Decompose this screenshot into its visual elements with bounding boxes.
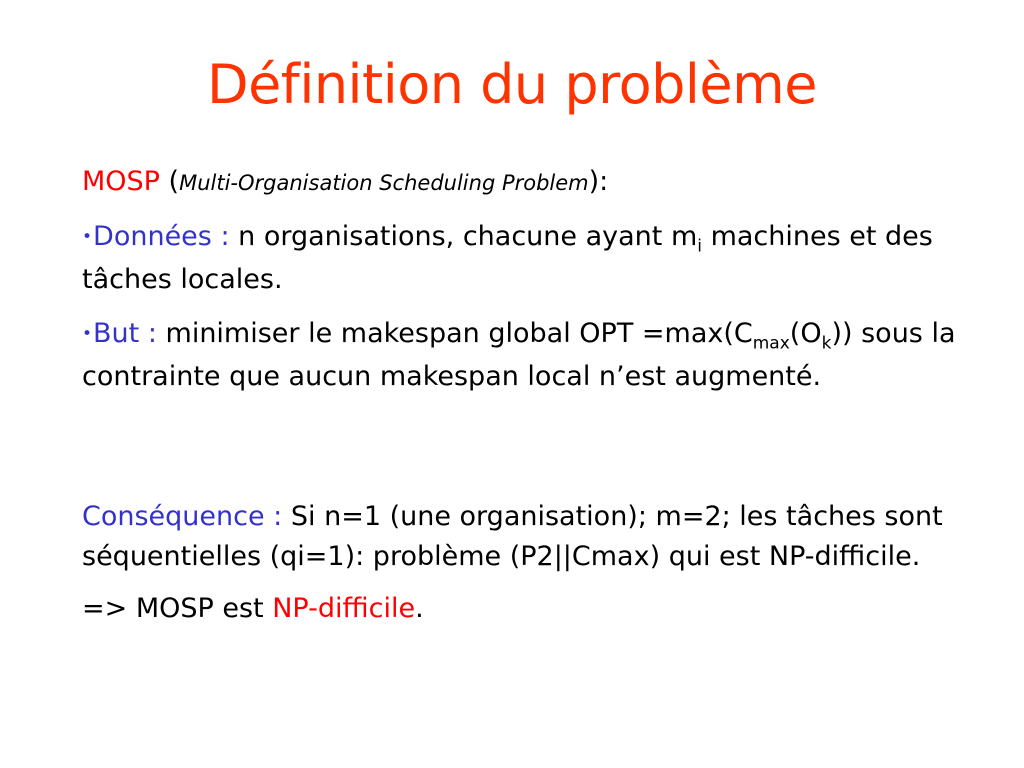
donnees-text-after: machines et des tâches locales. — [82, 221, 933, 295]
slide-title: Définition du problème — [207, 53, 817, 116]
but-subscript-k: k — [821, 333, 832, 354]
but-text-3: )) sous la contrainte que aucun makespan local n’est augmenté. — [82, 318, 956, 392]
intro-line — [82, 162, 962, 203]
conclusion-paragraph — [82, 589, 962, 629]
intro-open: ( — [159, 166, 180, 197]
donnees-text-before: n organisations, chacune ayant m — [238, 221, 698, 252]
donnees-subscript: i — [697, 236, 702, 257]
bullet-icon: • — [82, 227, 93, 247]
but-text-2: (O — [789, 318, 822, 349]
conclusion-suffix: . — [415, 593, 424, 624]
bullet-icon: • — [82, 324, 93, 344]
conclusion-highlight: NP-difficile — [272, 593, 416, 624]
mosp-acronym: MOSP — [82, 166, 160, 197]
consequence-text: Si n=1 (une organisation); m=2; les tâches sont séquentielles (qi=1): problème (P2||Cmax) qui est NP-difficile. — [82, 501, 943, 572]
donnees-label: Données : — [93, 221, 239, 252]
slide-body — [82, 162, 962, 629]
consequence-paragraph — [82, 497, 962, 577]
but-text-1: minimiser le makespan global OPT =max(C — [165, 318, 753, 349]
but-paragraph — [82, 314, 962, 397]
but-label: But : — [93, 318, 166, 349]
conclusion-prefix: => MOSP est — [82, 593, 273, 624]
mosp-expansion: Multi-Organisation Scheduling Problem — [179, 171, 589, 195]
consequence-label: Conséquence : — [82, 501, 291, 532]
but-subscript-max: max — [752, 333, 790, 354]
donnees-paragraph — [82, 217, 962, 300]
intro-close: ): — [588, 166, 609, 197]
